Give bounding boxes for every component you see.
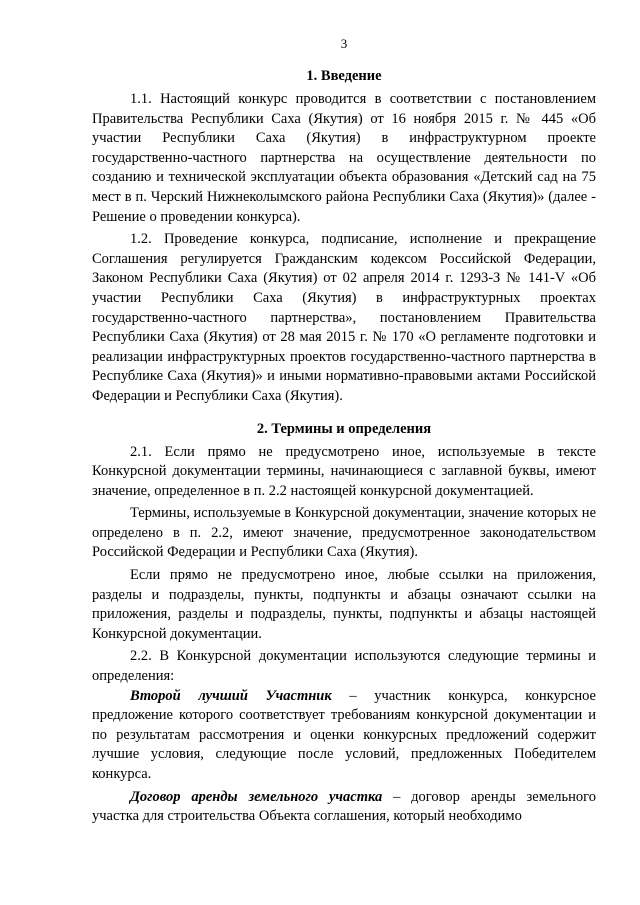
section-2-heading: 2. Термины и определения (256, 420, 432, 437)
term-name: Договор аренды земельного участка (130, 788, 383, 805)
term-name: Второй лучший Участник (130, 687, 332, 704)
term-definition (92, 687, 596, 785)
page-number: 3 (340, 36, 348, 51)
paragraph-2-references: Если прямо не предусмотрено иное, любые ссылки на приложения, разделы и подразделы, пункты, подпункты и абзацы означают ссылки на приложения, разделы и подразделы, пункты, подпункты и абзацы настоящей Конкурсной документации. (92, 567, 596, 642)
section-2 (92, 419, 596, 827)
paragraph-2-1: 2.1. Если прямо не предусмотрено иное, используемые в тексте Конкурсной документации термины, начинающиеся с заглавной буквы, имеют значение, определенное в п. 2.2 настоящей конкурсной документацией. (92, 443, 596, 499)
paragraph-2-2: 2.2. В Конкурсной документации используются следующие термины и определения: (92, 648, 596, 685)
term-text: – участник конкурса, конкурсное предложение которого соответствует требованиям конкурсной документации и по результатам рассмотрения и оценки конкурсных предложений содержит лучшие условия, следующие после условий, предложенных Победителем конкурса. (92, 687, 596, 782)
term-definition (92, 788, 596, 827)
term-text: – договор аренды земельного участка для строительства Объекта соглашения, который необходимо (92, 788, 597, 825)
paragraph-1-1: 1.1. Настоящий конкурс проводится в соответствии с постановлением Правительства Республики Саха (Якутия) от 16 ноября 2015 г. № 445 «Об участии Республики Саха (Якутия) в инфраструктурном проекте государственно-частного партнерства на осуществление деятельности по созданию и технической эксплуатации объекта образования «Детский сад на 75 мест в п. Черский Нижнеколымского района Республики Саха (Якутия)» (далее - Решение о проведении конкурса). (92, 91, 596, 225)
paragraph-2-terms-usage: Термины, используемые в Конкурсной документации, значение которых не определено в п. 2.2, имеют значение, предусмотренное законодательством Российской Федерации и Республики Саха (Якутия). (92, 505, 596, 561)
paragraph-1-2: 1.2. Проведение конкурса, подписание, исполнение и прекращение Соглашения регулируется Гражданским кодексом Российской Федерации, Законом Республики Саха (Якутия) от 02 апреля 2014 г. 1293-З № 141-V «Об участии Республики Саха (Якутия) в инфраструктурных проектах государственно-частного партнерства», постановлением Правительства Республики Саха (Якутия) от 28 мая 2015 г. № 170 «О регламенте подготовки и реализации инфраструктурных проектов государственно-частного партнерства в Республике Саха (Якутия)» и иными нормативно-правовыми актами Российской Федерации и Республики Саха (Якутия). (92, 231, 596, 404)
section-1-heading: 1. Введение (306, 68, 382, 84)
